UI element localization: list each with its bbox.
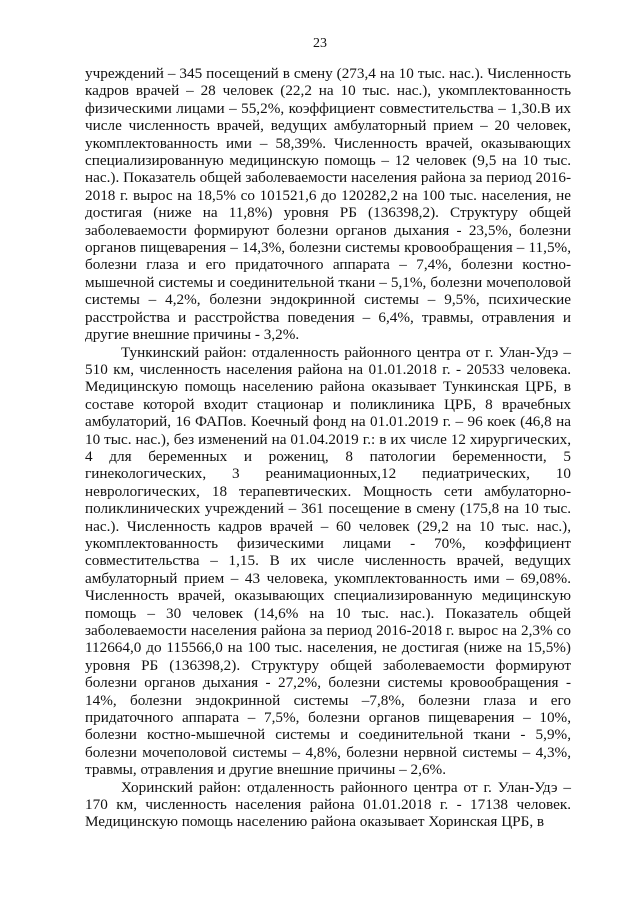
document-body [85, 65, 571, 831]
paragraph-continuation: учреждений – 345 посещений в смену (273,4 на 10 тыс. нас.). Численность кадров врачей – 28 человек (22,2 на 10 тыс. нас.), укомплектованность физическими лицами – 55,2%, коэффициент совместительства – 1,30.В их числе численность врачей, ведущих амбулаторный прием – 20 человек, укомплектованность ими – 58,39%. Численность врачей, оказывающих специализированную медицинскую помощь – 12 человек (9,5 на 10 тыс. нас.). Показатель общей заболеваемости населения района за период 2016-2018 г. вырос на 18,5% со 101521,6 до 120282,2 на 100 тыс. населения, не достигая (ниже на 11,8%) уровня РБ (136398,2). Структуру общей заболеваемости формируют болезни органов дыхания - 23,5%, болезни органов пищеварения – 14,3%, болезни системы кровообращения – 11,5%, болезни глаза и его придаточного аппарата – 7,4%, болезни костно-мышечной системы и соединительной ткани – 5,1%, болезни мочеполовой системы – 4,2%, болезни эндокринной системы – 9,5%, психические расстройства и расстройства поведения – 6,4%, травмы, отравления и другие внешние причины - 3,2%. [85, 65, 571, 344]
page-number: 23 [313, 36, 327, 51]
paragraph-tunkinsky-district: Тункинский район: отдаленность районного центра от г. Улан-Удэ – 510 км, численность населения района на 01.01.2018 г. - 20533 человека. Медицинскую помощь населению района оказывает Тункинская ЦРБ, в составе которой входит стационар и поликлиника ЦРБ, 8 врачебных амбулаторий, 16 ФАПов. Коечный фонд на 01.01.2019 г. – 96 коек (46,8 на 10 тыс. нас.), без изменений на 01.04.2019 г.: в их числе 12 хирургических, 4 для беременных и рожениц, 8 патологии беременности, 5 гинекологических, 3 реанимационных,12 педиатрических, 10 неврологических, 18 терапевтических. Мощность сети амбулаторно-поликлинических учреждений – 361 посещение в смену (175,8 на 10 тыс. нас.). Численность кадров врачей – 60 человек (29,2 на 10 тыс. нас.), укомплектованность физическими лицами - 70%, коэффициент совместительства – 1,15. В их числе численность врачей, ведущих амбулаторный прием – 43 человека, укомплектованность ими – 69,08%. Численность врачей, оказывающих специализированную медицинскую помощь – 30 человек (14,6% на 10 тыс. нас.). Показатель общей заболеваемости населения района за период 2016-2018 г. вырос на 2,3% со 112664,0 до 115566,0 на 100 тыс. населения, не достигая (ниже на 15,5%) уровня РБ (136398,2). Структуру общей заболеваемости формируют болезни органов дыхания - 27,2%, болезни системы кровообращения - 14%, болезни эндокринной системы –7,8%, болезни глаза и его придаточного аппарата – 7,5%, болезни органов пищеварения – 10%, болезни костно-мышечной системы и соединительной ткани - 5,9%, болезни мочеполовой системы – 4,8%, болезни нервной системы – 4,3%, травмы, отравления и другие внешние причины – 2,6%. [85, 343, 571, 779]
paragraph-khorinsky-district: Хоринский район: отдаленность районного центра от г. Улан-Удэ – 170 км, численность населения района 01.01.2018 г. - 17138 человек. Медицинскую помощь населению района оказывает Хоринская ЦРБ, в [85, 778, 571, 831]
